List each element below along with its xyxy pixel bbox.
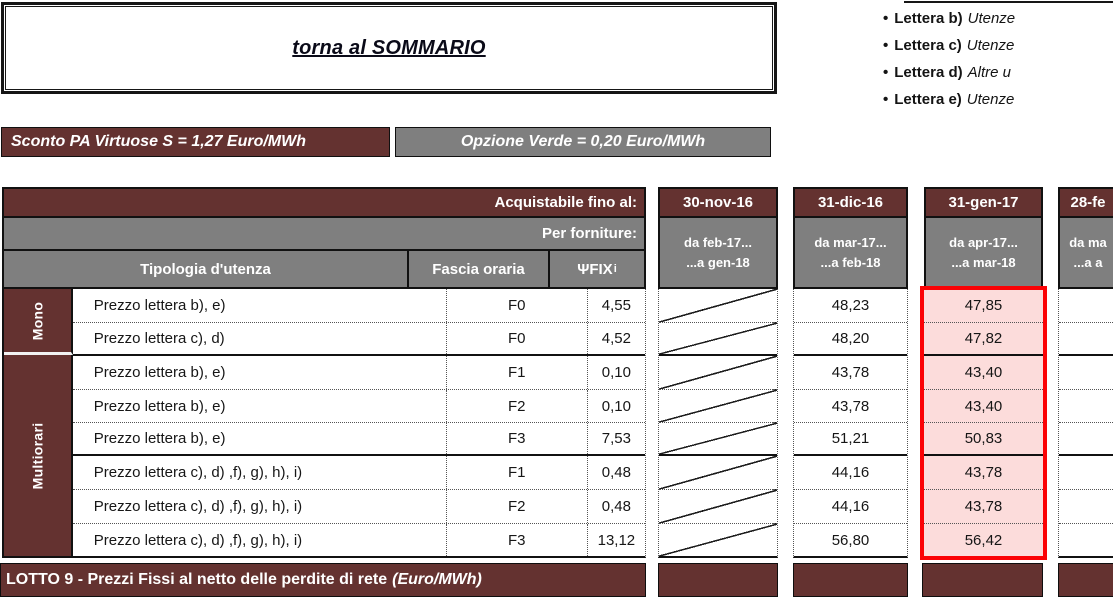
psi-cell: 0,48: [587, 456, 645, 489]
header-psi-fix: [548, 251, 644, 287]
legend-item-e: [883, 86, 1113, 113]
column-data-28-feb: [1058, 289, 1113, 558]
header-fascia-oraria: Fascia oraria: [407, 251, 548, 287]
price-cell: 51,21: [794, 423, 907, 456]
row-label: Prezzo lettera b), e): [93, 297, 226, 314]
legend-item-text: Utenze: [967, 10, 1016, 27]
price-cell: 48,23: [794, 289, 907, 323]
fascia-cell: F1: [446, 356, 587, 389]
legend-list: [883, 5, 1113, 117]
price-cell: 44,16: [794, 456, 907, 490]
column-header-31-gen-17: [924, 187, 1043, 289]
supply-from: da apr-17...: [949, 234, 1018, 250]
row-label: Prezzo lettera c), d) ,f), g), h), i): [93, 498, 303, 515]
bullet-icon: •: [883, 91, 889, 108]
summary-link-box: [1, 2, 777, 94]
price-cell: 43,78: [794, 390, 907, 423]
column-date: 31-gen-17: [926, 189, 1041, 218]
fascia-cell: F1: [446, 456, 587, 489]
price-cell-highlighted: 43,40: [924, 390, 1043, 423]
legend-item-c: [883, 32, 1113, 59]
lotto-footer-text: LOTTO 9 - Prezzi Fissi al netto delle perdite di rete: [6, 571, 388, 588]
na-cell: [659, 490, 777, 524]
price-cell: 44,16: [794, 490, 907, 524]
legend-top-border: [904, 1, 1113, 3]
psi-cell: 4,52: [587, 323, 645, 354]
psi-cell: 4,55: [587, 289, 645, 322]
legend-item-b: [883, 5, 1113, 32]
price-cell-highlighted: 43,40: [924, 356, 1043, 390]
price-cell: 56,80: [831, 531, 870, 549]
legend-item-prefix: Lettera c): [894, 37, 962, 54]
row-label: Prezzo lettera c), d): [93, 330, 225, 347]
empty-cell: [1059, 524, 1113, 556]
empty-cell: [1059, 390, 1113, 423]
row-label: Prezzo lettera b), e): [93, 397, 226, 415]
price-cell-highlighted: 56,42: [924, 524, 1043, 556]
column-footer: [658, 563, 778, 597]
psi-cell: 13,12: [587, 524, 645, 556]
column-date: 31-dic-16: [795, 189, 906, 218]
na-cell: [659, 423, 777, 456]
header-forniture: Per forniture:: [4, 218, 644, 251]
table-row: [73, 323, 645, 356]
price-cell-highlighted: 43,78: [924, 490, 1043, 524]
legend-item-text: Altre u: [967, 64, 1011, 81]
column-supply-period: [660, 218, 776, 287]
supply-to: ...a mar-18: [951, 254, 1016, 270]
empty-cell: [1059, 356, 1113, 390]
psi-cell: 7,53: [587, 423, 645, 454]
table-rows: [73, 289, 645, 556]
column-footer: [793, 563, 908, 597]
table-row: [73, 423, 645, 456]
fascia-cell: F0: [446, 323, 587, 354]
column-data-30-nov-16: [658, 289, 778, 558]
psi-fix-subscript: i: [613, 263, 617, 275]
table-row: [73, 390, 645, 423]
group-label-multiorari: [4, 355, 73, 556]
table-row: [73, 289, 645, 323]
row-label: Prezzo lettera c), d) ,f), g), h), i): [93, 464, 303, 481]
column-header-31-dic-16: [793, 187, 908, 289]
row-label: Prezzo lettera b), e): [93, 364, 226, 381]
table-row: [73, 524, 645, 556]
row-label: Prezzo lettera c), d) ,f), g), h), i): [93, 531, 303, 549]
header-acquistabile: Acquistabile fino al:: [4, 189, 644, 218]
summary-link-box-inner: [5, 6, 773, 90]
psi-cell: 0,48: [587, 490, 645, 523]
price-cell-highlighted: 50,83: [924, 423, 1043, 456]
column-footer: [922, 563, 1043, 597]
legend-item-prefix: Lettera d): [894, 64, 963, 81]
column-supply-period: [795, 218, 906, 287]
legend-item-prefix: Lettera e): [894, 91, 962, 108]
price-cell: 48,20: [794, 323, 907, 356]
table-header: [2, 187, 646, 289]
supply-to: ...a a: [1073, 254, 1103, 270]
column-date: 30-nov-16: [660, 189, 776, 218]
bullet-icon: •: [883, 64, 889, 81]
column-data-31-gen-17: [924, 289, 1043, 558]
fascia-cell: F3: [446, 423, 587, 454]
legend-item-d: [883, 59, 1113, 86]
column-supply-period: [1060, 218, 1113, 287]
na-cell: [659, 356, 777, 390]
legend-item-prefix: Lettera b): [894, 10, 963, 27]
column-supply-period: [926, 218, 1041, 287]
legend-item-text: Utenze: [966, 37, 1015, 54]
empty-cell: [1059, 423, 1113, 456]
legend-item-text: Utenze: [966, 91, 1015, 108]
column-header-30-nov-16: [658, 187, 778, 289]
fascia-cell: F2: [446, 490, 587, 523]
sconto-pa-banner: Sconto PA Virtuose S = 1,27 Euro/MWh: [1, 127, 390, 157]
supply-from: da mar-17...: [814, 234, 887, 250]
price-cell-highlighted: 43,78: [924, 456, 1043, 490]
na-cell: [659, 289, 777, 323]
row-label: Prezzo lettera b), e): [93, 430, 226, 447]
na-cell: [659, 456, 777, 490]
header-tipologia: Tipologia d'utenza: [140, 260, 271, 278]
price-cell-highlighted: 47,82: [924, 323, 1043, 356]
group-label-text: Mono: [29, 301, 46, 340]
na-cell: [659, 524, 777, 556]
psi-cell: 0,10: [587, 390, 645, 422]
torna-al-sommario-link[interactable]: torna al SOMMARIO: [292, 36, 486, 59]
psi-cell: 0,10: [587, 356, 645, 389]
supply-to: ...a feb-18: [820, 254, 881, 270]
table-row: [73, 456, 645, 490]
supply-to: ...a gen-18: [686, 254, 750, 270]
lotto-footer-bar: [0, 563, 646, 597]
header-columns-row: [4, 251, 644, 287]
supply-from: da feb-17...: [684, 234, 752, 250]
na-cell: [659, 390, 777, 423]
group-label-text: Multiorari: [29, 422, 46, 489]
column-footer: [1058, 563, 1113, 597]
opzione-verde-banner: Opzione Verde = 0,20 Euro/MWh: [395, 127, 771, 157]
price-cell: 43,78: [794, 356, 907, 390]
supply-from: da ma: [1069, 234, 1107, 250]
fascia-cell: F3: [446, 524, 587, 556]
empty-cell: [1059, 289, 1113, 323]
bullet-icon: •: [883, 37, 889, 54]
group-label-mono: [4, 289, 73, 355]
table-row: [73, 356, 645, 390]
empty-cell: [1059, 490, 1113, 524]
psi-fix-label: ΨFIX: [577, 260, 613, 278]
lotto-footer-unit: (Euro/MWh): [392, 571, 482, 588]
table-body: [2, 289, 646, 558]
fascia-cell: F2: [446, 390, 587, 422]
bullet-icon: •: [883, 10, 889, 27]
na-cell: [659, 323, 777, 356]
column-data-31-dic-16: [793, 289, 908, 558]
empty-cell: [1059, 323, 1113, 356]
group-strip-column: [4, 289, 73, 556]
price-cell-highlighted: 47,85: [924, 289, 1043, 323]
empty-cell: [1059, 456, 1113, 490]
fascia-cell: F0: [446, 289, 587, 322]
column-header-28-feb: [1058, 187, 1113, 289]
column-date: 28-fe: [1060, 189, 1113, 218]
table-row: [73, 490, 645, 524]
